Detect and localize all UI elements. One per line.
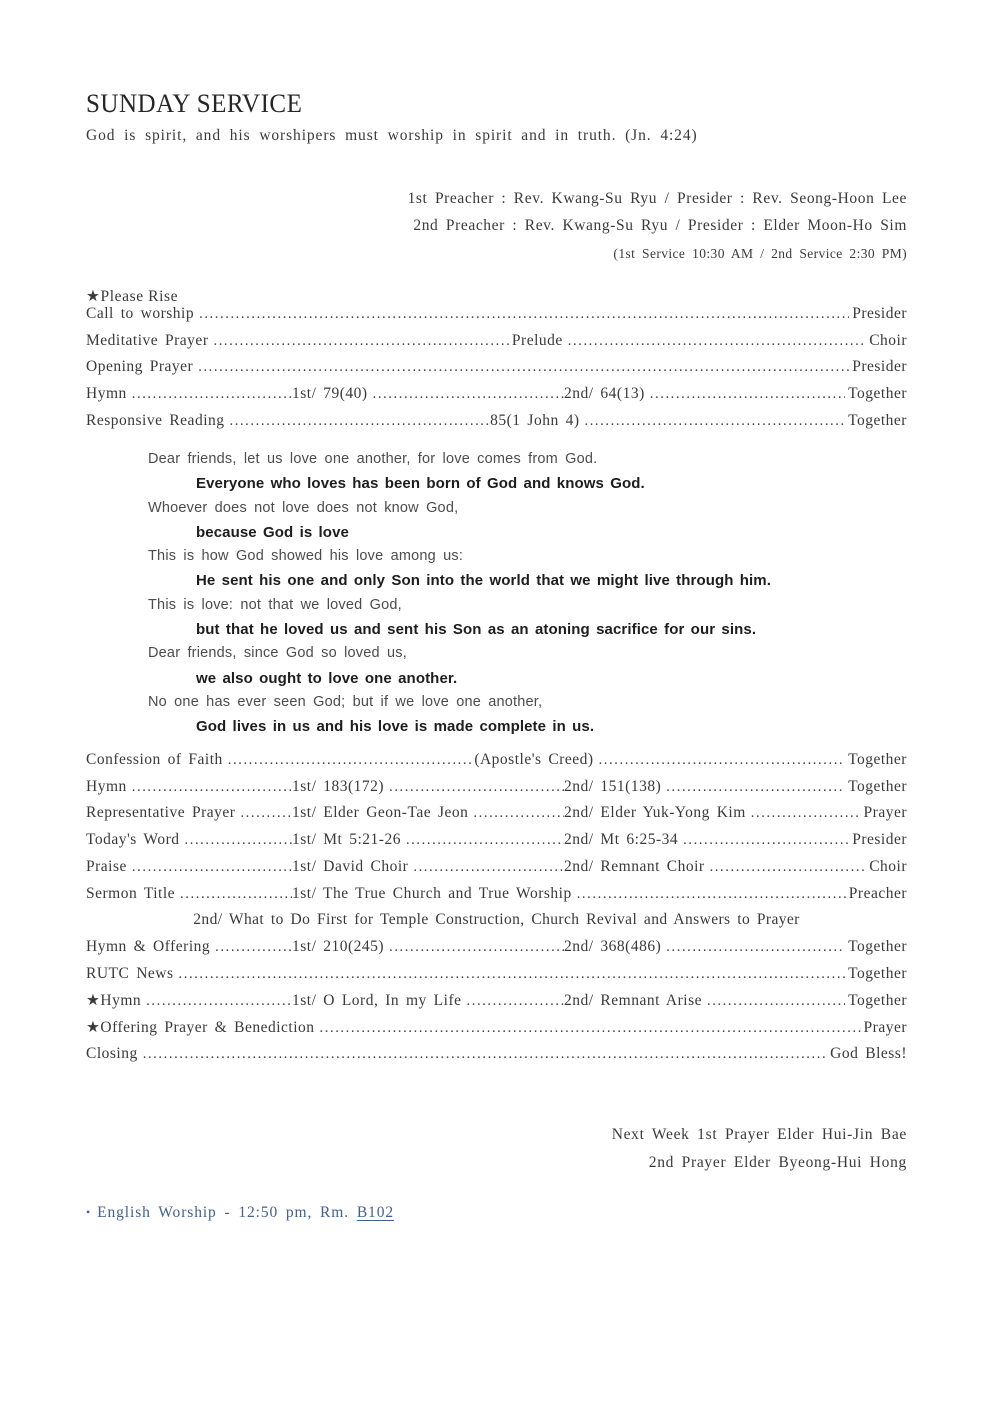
dot-leader [175, 885, 292, 903]
order-second-service: 2nd/ 64(13) [564, 385, 645, 403]
order-first-service-cell [292, 804, 564, 822]
order-row [86, 751, 907, 778]
order-second-service: 2nd/ Remnant Arise [564, 992, 702, 1010]
order-label: Hymn [86, 777, 127, 795]
order-right-label: Prayer [863, 1019, 907, 1037]
english-worship-label: English Worship - 12:50 pm, Rm. [97, 1204, 350, 1221]
reading-line: because God is love [196, 523, 349, 541]
order-first-service-cell [292, 992, 564, 1010]
dot-leader [408, 858, 564, 876]
reading-line: Dear friends, since God so loved us, [148, 645, 407, 662]
order-right-label: Together [848, 992, 907, 1010]
dot-leader [645, 385, 845, 403]
order-of-worship-part1 [86, 305, 907, 439]
order-right-label: Presider [852, 305, 907, 322]
dot-leader [468, 804, 564, 822]
order-middle: (Apostle's Creed) [474, 751, 594, 768]
order-row [86, 385, 907, 412]
order-label: Praise [86, 857, 127, 875]
order-right-label: Preacher [848, 884, 907, 902]
order-row [86, 1045, 907, 1072]
dot-leader [384, 938, 564, 956]
order-label: Today's Word [86, 831, 180, 849]
order-label: Hymn & Offering [86, 938, 211, 956]
dot-leader [127, 778, 292, 796]
order-label-cell [86, 778, 292, 796]
order-right-label: Together [848, 777, 907, 795]
order-middle: Prelude [511, 331, 563, 349]
dot-leader [661, 938, 845, 956]
order-label: Representative Prayer [86, 804, 236, 822]
reading-line: Everyone who loves has been born of God and knows God. [196, 475, 645, 493]
order-second-service: 2nd/ 151(138) [564, 777, 662, 795]
order-right-label: Together [848, 411, 907, 429]
dot-leader [746, 804, 861, 822]
order-first-service: 1st/ O Lord, In my Life [292, 992, 462, 1010]
order-label-cell [86, 804, 292, 822]
order-right-label: Choir [869, 857, 907, 875]
english-worship-note [86, 1204, 907, 1222]
order-label: ★Hymn [86, 992, 142, 1010]
order-right-label: Prayer [863, 804, 907, 822]
order-label: Responsive Reading [86, 411, 225, 429]
order-first-service: 1st/ Mt 5:21-26 [292, 831, 401, 849]
order-second-service: 2nd/ Mt 6:25-34 [564, 831, 679, 849]
order-row [86, 358, 907, 385]
bullet-icon: • [86, 1205, 92, 1219]
reading-line: we also ought to love one another. [196, 669, 458, 687]
order-of-worship-part2 [86, 751, 907, 1072]
order-row [86, 412, 907, 439]
next-week-line-2: 2nd Prayer Elder Byeong-Hui Hong [648, 1153, 907, 1171]
order-right-label: God Bless! [830, 1044, 907, 1062]
order-label-cell [86, 991, 292, 1010]
reading-line: He sent his one and only Son into the world that we might live through him. [196, 572, 772, 590]
order-label: ★Offering Prayer & Benediction [86, 1019, 315, 1037]
reading-line: Whoever does not love does not know God, [148, 499, 459, 516]
dot-leader [127, 385, 292, 403]
order-first-service: 1st/ The True Church and True Worship [292, 884, 572, 902]
dot-leader [225, 412, 491, 430]
order-first-service-cell [292, 385, 564, 403]
order-right-label: Together [848, 751, 907, 768]
order-row [86, 831, 907, 858]
page-title: SUNDAY SERVICE [86, 90, 303, 119]
dot-leader [193, 358, 849, 376]
dot-leader [174, 965, 846, 983]
order-second-service: 2nd/ Remnant Choir [564, 857, 705, 875]
order-row [86, 858, 907, 885]
order-label-cell [86, 831, 292, 849]
english-worship-text [86, 1204, 394, 1221]
order-first-service-cell [292, 858, 564, 876]
order-first-service: 1st/ 183(172) [292, 777, 385, 795]
order-row-continuation: 2nd/ What to Do First for Temple Construction, Church Revival and Answers to Prayer [193, 911, 800, 929]
order-first-service: 1st/ 79(40) [292, 385, 368, 403]
dot-leader [401, 831, 564, 849]
reading-line: This is how God showed his love among us: [148, 548, 464, 565]
preacher-block [86, 186, 907, 267]
dot-leader [563, 332, 866, 350]
dot-leader [127, 858, 292, 876]
dot-leader [208, 332, 511, 350]
dot-leader [138, 1045, 827, 1063]
dot-leader [141, 992, 292, 1010]
order-first-service-cell [292, 778, 564, 796]
order-label: Meditative Prayer [86, 331, 209, 349]
dot-leader [705, 858, 867, 876]
dot-leader [368, 385, 564, 403]
reading-line: No one has ever seen God; but if we love one another, [148, 693, 543, 710]
order-middle: 85(1 John 4) [490, 411, 580, 429]
order-first-service: 1st/ Elder Geon-Tae Jeon [292, 804, 469, 822]
order-label: Closing [86, 1044, 138, 1062]
order-row [86, 965, 907, 992]
order-right-label: Presider [852, 831, 907, 849]
dot-leader [315, 1019, 861, 1037]
preacher-line-2: 2nd Preacher : Rev. Kwang-Su Ryu / Presider : Elder Moon-Ho Sim [413, 216, 907, 234]
reading-line: God lives in us and his love is made complete in us. [196, 718, 595, 736]
dot-leader [594, 751, 846, 769]
order-label-cell [86, 858, 292, 876]
dot-leader [210, 938, 292, 956]
order-first-service: 1st/ 210(245) [292, 938, 385, 956]
preacher-line-1: 1st Preacher : Rev. Kwang-Su Ryu / Presider : Rev. Seong-Hoon Lee [407, 190, 907, 207]
order-first-service: 1st/ David Choir [292, 857, 409, 875]
order-first-service-cell [292, 831, 564, 849]
order-second-service: 2nd/ 368(486) [564, 938, 662, 956]
reading-line: Dear friends, let us love one another, for love comes from God. [148, 451, 598, 467]
dot-leader [702, 992, 845, 1010]
dot-leader [180, 831, 293, 849]
order-row [86, 305, 907, 332]
dot-leader [194, 305, 849, 323]
header [86, 90, 907, 145]
order-label-cell [86, 385, 292, 403]
next-week-line-1: Next Week 1st Prayer Elder Hui-Jin Bae [611, 1126, 907, 1143]
dot-leader [223, 751, 475, 769]
order-label: Sermon Title [86, 884, 176, 902]
order-label: Confession of Faith [86, 751, 223, 768]
order-row [86, 1018, 907, 1045]
dot-leader [384, 778, 564, 796]
order-right-label: Choir [869, 331, 907, 349]
dot-leader [579, 412, 845, 430]
order-row [86, 885, 907, 912]
order-row [86, 332, 907, 359]
dot-leader [572, 885, 846, 903]
reading-line: but that he loved us and sent his Son as an atoning sacrifice for our sins. [196, 621, 757, 639]
next-week-block [86, 1121, 907, 1176]
order-label: Hymn [86, 385, 127, 403]
order-label: Call to worship [86, 305, 195, 322]
order-right-label: Together [848, 964, 907, 982]
dot-leader [462, 992, 564, 1010]
dot-leader [661, 778, 845, 796]
please-rise-note: ★Please Rise [86, 288, 179, 305]
order-right-label: Together [848, 938, 907, 956]
order-row [86, 938, 907, 965]
service-times: (1st Service 10:30 AM / 2nd Service 2:30 PM) [613, 246, 907, 261]
order-first-service-cell [292, 938, 564, 956]
dot-leader [678, 831, 849, 849]
reading-line: This is love: not that we loved God, [148, 596, 402, 613]
order-label-cell [86, 885, 292, 903]
dot-leader [235, 804, 292, 822]
order-row [86, 804, 907, 831]
order-right-label: Together [848, 385, 907, 403]
room-number: B102 [356, 1204, 395, 1221]
order-label: RUTC News [86, 964, 174, 982]
order-row [86, 991, 907, 1018]
order-second-service: 2nd/ Elder Yuk-Yong Kim [564, 804, 746, 822]
scripture-subtitle: God is spirit, and his worshipers must worship in spirit and in truth. (Jn. 4:24) [86, 127, 698, 144]
order-row [86, 778, 907, 805]
order-label-cell [86, 938, 292, 956]
responsive-reading-block [86, 451, 907, 743]
order-right-label: Presider [852, 358, 907, 376]
order-label: Opening Prayer [86, 358, 194, 376]
